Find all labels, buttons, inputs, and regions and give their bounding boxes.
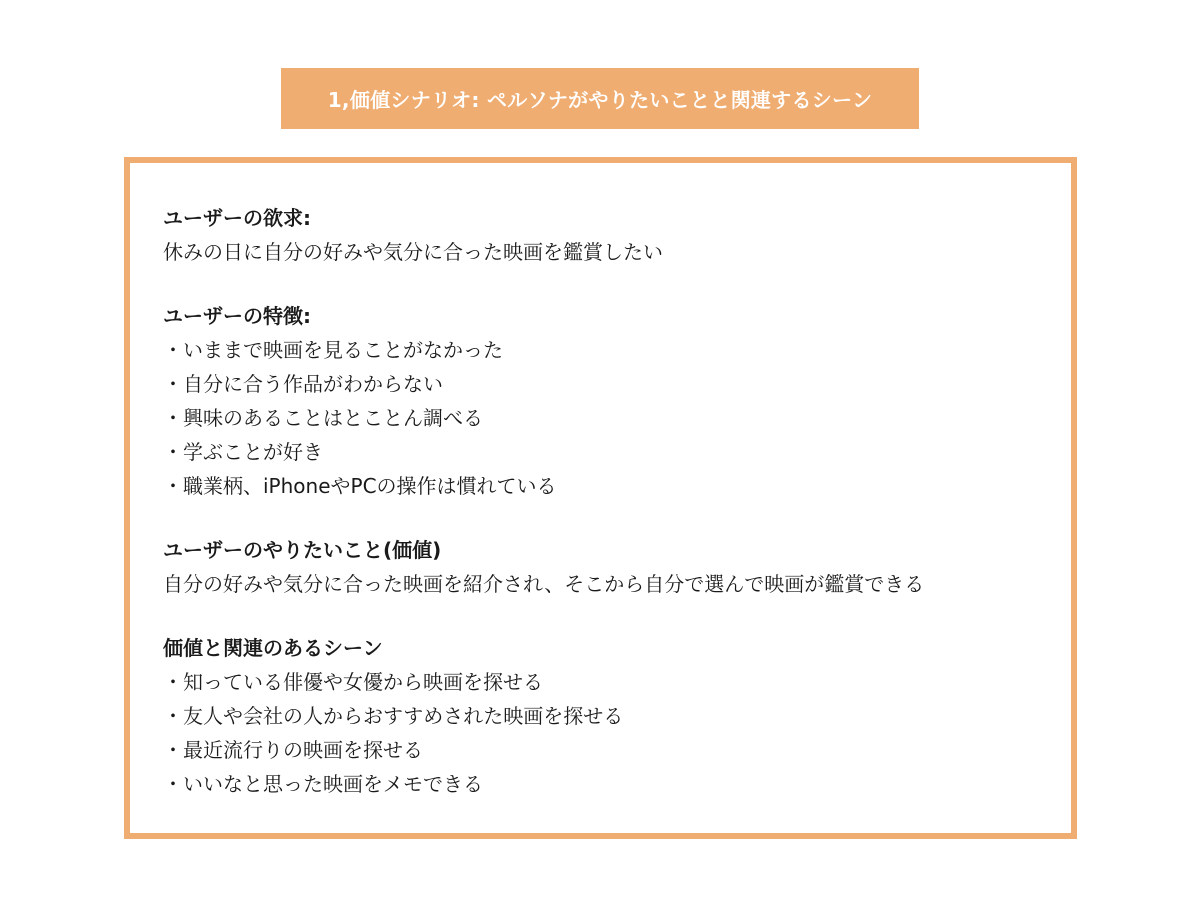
bullet-item: ・自分に合う作品がわからない xyxy=(163,372,443,396)
section-heading: ユーザーの欲求: xyxy=(163,206,311,230)
bullet-item: ・職業柄、iPhoneやPCの操作は慣れている xyxy=(163,474,557,498)
bullet-item: ・いいなと思った映画をメモできる xyxy=(163,772,483,796)
section-line: 休みの日に自分の好みや気分に合った映画を鑑賞したい xyxy=(163,240,663,264)
content-box xyxy=(124,157,1077,839)
page-title: 1,価値シナリオ: ペルソナがやりたいことと関連するシーン xyxy=(327,88,873,112)
section-related-scenes xyxy=(163,631,1051,801)
title-banner xyxy=(281,68,919,129)
bullet-item: ・いままで映画を見ることがなかった xyxy=(163,338,503,362)
bullet-item: ・最近流行りの映画を探せる xyxy=(163,738,423,762)
section-user-traits xyxy=(163,299,1051,503)
bullet-item: ・知っている俳優や女優から映画を探せる xyxy=(163,670,543,694)
content-body xyxy=(163,201,1051,831)
section-user-value xyxy=(163,533,1051,601)
section-heading: ユーザーの特徴: xyxy=(163,304,311,328)
section-line: 自分の好みや気分に合った映画を紹介され、そこから自分で選んで映画が鑑賞できる xyxy=(163,572,925,596)
bullet-item: ・興味のあることはとことん調べる xyxy=(163,406,483,430)
section-heading: ユーザーのやりたいこと(価値) xyxy=(163,538,442,562)
section-heading: 価値と関連のあるシーン xyxy=(163,636,383,660)
section-user-desire xyxy=(163,201,1051,269)
bullet-item: ・学ぶことが好き xyxy=(163,440,323,464)
bullet-item: ・友人や会社の人からおすすめされた映画を探せる xyxy=(163,704,624,728)
